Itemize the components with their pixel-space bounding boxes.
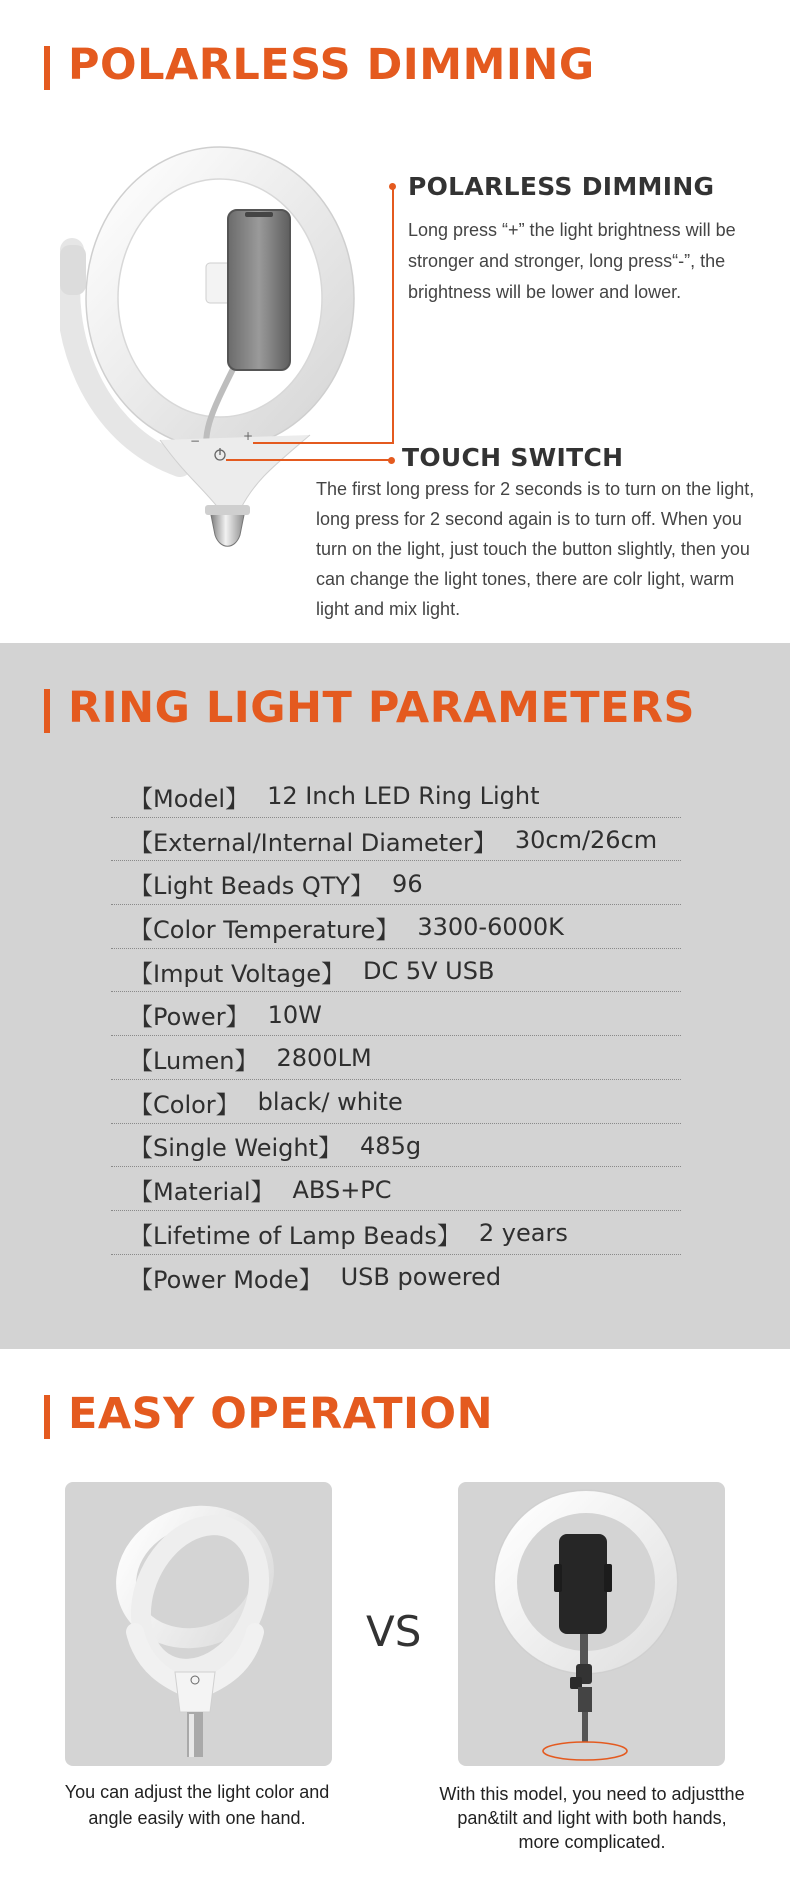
callout-line [392,187,394,443]
parameter-row [111,1036,681,1080]
parameter-row [111,1124,681,1168]
parameter-value: DC 5V USB [362,957,495,986]
parameter-row [111,1255,681,1299]
parameter-value: USB powered [340,1263,502,1292]
feature-heading: TOUCH SWITCH [402,443,624,472]
caption-left: You can adjust the light color and angle easily with one hand. [64,1782,330,1828]
feature-description: The first long press for 2 seconds is to turn on the light, long press for 2 second again is to turn off. When you turn on the light, just touch the button slightly, then you can change the light tones, there are colr light, warm light and mix light. [316,479,755,619]
operation-section [0,1349,790,1879]
compare-card-right [458,1482,725,1766]
parameter-value: 12 Inch LED Ring Light [267,782,540,811]
parameter-list [111,774,681,1298]
feature-description: Long press “+” the light brightness will be stronger and stronger, long press“-”, the brightness will be lower and lower. [408,220,736,302]
parameter-row [111,949,681,993]
parameter-key: 【Imput Voltage】 [129,959,345,988]
plus-icon: + [243,429,254,443]
parameter-row [111,1167,681,1211]
section-title: POLARLESS DIMMING [42,40,595,90]
traditional-ring-light-image [458,1482,725,1766]
parameter-key: 【Lumen】 [129,1046,259,1075]
parameter-value: 30cm/26cm [514,826,658,855]
parameters-section [0,643,790,1349]
parameter-row [111,1080,681,1124]
ring-light-product-image [60,135,360,555]
parameter-value: 3300-6000K [417,913,564,942]
parameter-key: 【Power】 [129,1003,250,1032]
parameter-value: ABS+PC [292,1175,392,1204]
callout-line [253,442,394,444]
section-title: RING LIGHT PARAMETERS [42,683,695,733]
parameter-value: 10W [267,1000,322,1029]
callout-line [226,459,391,461]
parameter-value: black/ white [257,1088,403,1117]
compare-card-left [65,1482,332,1766]
parameter-key: 【Single Weight】 [129,1134,343,1163]
caption-right: With this model, you need to adjustthe pan&tilt and light with both hands, more complicated. [439,1784,745,1852]
parameter-value: 2 years [478,1219,568,1248]
parameter-value: 485g [360,1131,422,1160]
dimming-section [0,0,790,643]
parameter-key: 【Material】 [129,1178,275,1207]
parameter-row [111,818,681,862]
parameter-value: 96 [392,869,423,898]
parameter-key: 【Lifetime of Lamp Beads】 [129,1221,461,1250]
parameter-key: 【Power Mode】 [129,1265,323,1294]
parameter-row [111,861,681,905]
parameter-key: 【Color】 [129,1090,240,1119]
callout-dot [388,457,395,464]
parameter-value: 2800LM [276,1044,372,1073]
parameter-row [111,774,681,818]
section-title: EASY OPERATION [42,1389,493,1439]
vs-label: VS [366,1607,422,1656]
parameter-key: 【Model】 [129,784,250,813]
parameter-key: 【Color Temperature】 [129,915,400,944]
parameter-row [111,905,681,949]
parameter-row [111,992,681,1036]
feature-heading: POLARLESS DIMMING [408,172,715,201]
minus-icon: − [190,434,201,448]
parameter-row [111,1211,681,1255]
foldable-ring-light-image [65,1482,332,1766]
parameter-key: 【Light Beads QTY】 [129,872,375,901]
parameter-key: 【External/Internal Diameter】 [129,828,497,857]
